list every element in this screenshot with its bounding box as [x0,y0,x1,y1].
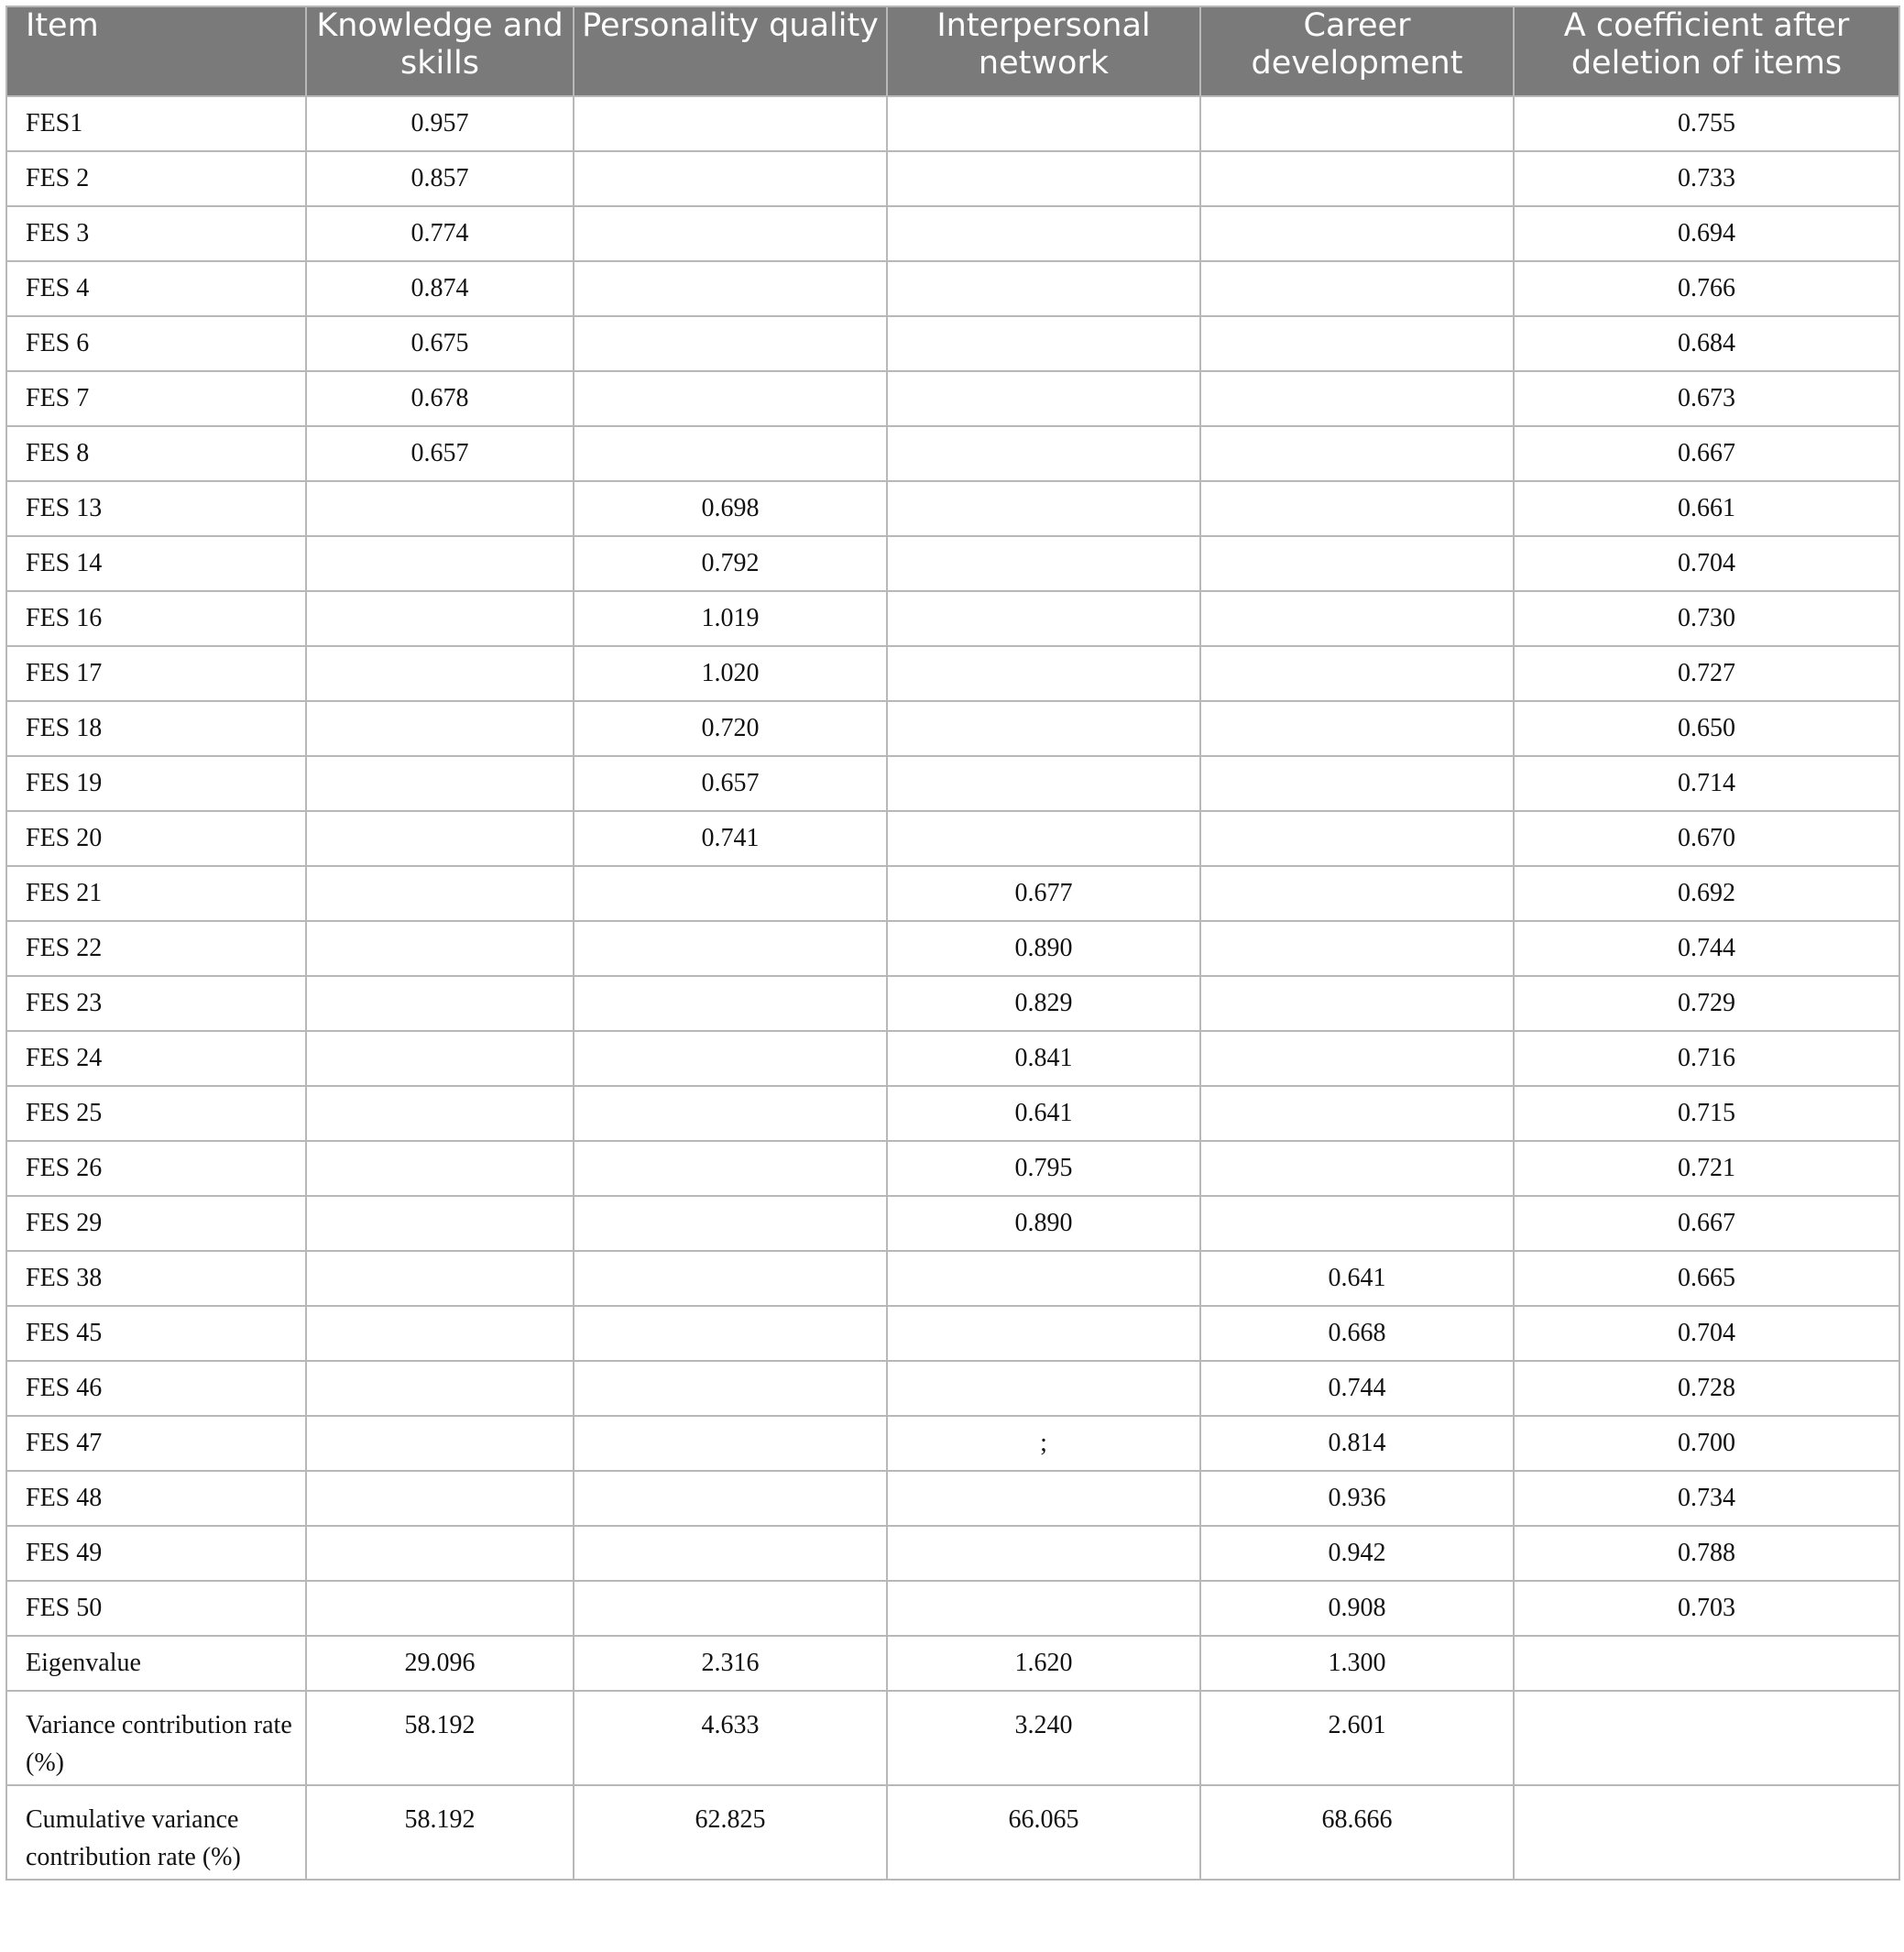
cell-interpersonal-network: 3.240 [887,1691,1200,1785]
cell-career-development: 2.601 [1200,1691,1514,1785]
cell-knowledge-and-skills [306,1581,574,1636]
table-row [6,1526,1899,1581]
cell-personality-quality [574,1031,887,1086]
cell-career-development [1200,811,1514,866]
table-row [6,1251,1899,1306]
cell-knowledge-and-skills [306,701,574,756]
cell-personality-quality [574,1251,887,1306]
cell-interpersonal-network [887,646,1200,701]
cell-career-development: 0.814 [1200,1416,1514,1471]
cell-personality-quality: 1.020 [574,646,887,701]
cell-alpha-after-deletion: 0.727 [1514,646,1899,701]
cell-knowledge-and-skills: 58.192 [306,1785,574,1880]
cell-interpersonal-network: 0.641 [887,1086,1200,1141]
cell-career-development [1200,866,1514,921]
cell-item: FES 48 [6,1471,306,1526]
cell-career-development [1200,1086,1514,1141]
header-alpha-after-deletion: A coefficient after deletion of items [1514,6,1899,96]
cell-knowledge-and-skills [306,1306,574,1361]
cell-alpha-after-deletion: 0.721 [1514,1141,1899,1196]
table-row [6,1785,1899,1880]
table-row [6,756,1899,811]
table-row [6,811,1899,866]
cell-interpersonal-network [887,1526,1200,1581]
cell-knowledge-and-skills [306,921,574,976]
cell-knowledge-and-skills: 29.096 [306,1636,574,1691]
cell-personality-quality [574,1361,887,1416]
cell-item: FES 3 [6,206,306,261]
cell-alpha-after-deletion: 0.670 [1514,811,1899,866]
cell-alpha-after-deletion: 0.650 [1514,701,1899,756]
header-career-development: Career development [1200,6,1514,96]
cell-knowledge-and-skills: 0.874 [306,261,574,316]
cell-interpersonal-network: 0.841 [887,1031,1200,1086]
cell-item: FES 47 [6,1416,306,1471]
table-row [6,1416,1899,1471]
cell-knowledge-and-skills [306,1196,574,1251]
cell-personality-quality [574,976,887,1031]
cell-career-development [1200,591,1514,646]
cell-interpersonal-network: 66.065 [887,1785,1200,1880]
table-body [6,96,1899,1880]
factor-loading-table [5,5,1900,1881]
cell-career-development [1200,1141,1514,1196]
cell-interpersonal-network [887,151,1200,206]
header-row [6,6,1899,96]
cell-interpersonal-network: 0.795 [887,1141,1200,1196]
cell-alpha-after-deletion: 0.755 [1514,96,1899,151]
cell-personality-quality [574,96,887,151]
table-row [6,1636,1899,1691]
cell-item: FES 23 [6,976,306,1031]
cell-alpha-after-deletion: 0.673 [1514,371,1899,426]
cell-interpersonal-network: 0.829 [887,976,1200,1031]
cell-alpha-after-deletion: 0.730 [1514,591,1899,646]
cell-knowledge-and-skills [306,1361,574,1416]
cell-personality-quality [574,1306,887,1361]
cell-interpersonal-network [887,1306,1200,1361]
cell-personality-quality: 0.792 [574,536,887,591]
table-row [6,866,1899,921]
cell-item: FES 7 [6,371,306,426]
cell-alpha-after-deletion: 0.667 [1514,426,1899,481]
cell-alpha-after-deletion: 0.684 [1514,316,1899,371]
cell-alpha-after-deletion: 0.694 [1514,206,1899,261]
cell-personality-quality [574,206,887,261]
cell-alpha-after-deletion: 0.704 [1514,536,1899,591]
cell-interpersonal-network [887,206,1200,261]
cell-knowledge-and-skills [306,756,574,811]
cell-item: FES1 [6,96,306,151]
cell-item: FES 50 [6,1581,306,1636]
cell-interpersonal-network [887,481,1200,536]
cell-interpersonal-network [887,811,1200,866]
cell-item: FES 8 [6,426,306,481]
cell-alpha-after-deletion: 0.734 [1514,1471,1899,1526]
cell-interpersonal-network [887,701,1200,756]
cell-interpersonal-network [887,756,1200,811]
cell-item: FES 21 [6,866,306,921]
cell-item: FES 45 [6,1306,306,1361]
cell-personality-quality [574,1086,887,1141]
cell-interpersonal-network: 0.890 [887,1196,1200,1251]
cell-career-development: 0.908 [1200,1581,1514,1636]
cell-career-development: 0.942 [1200,1526,1514,1581]
cell-interpersonal-network: 1.620 [887,1636,1200,1691]
table-row [6,1691,1899,1785]
table-row [6,921,1899,976]
cell-career-development [1200,756,1514,811]
cell-item: FES 29 [6,1196,306,1251]
cell-knowledge-and-skills: 58.192 [306,1691,574,1785]
cell-item: FES 20 [6,811,306,866]
cell-knowledge-and-skills [306,481,574,536]
table-row [6,1471,1899,1526]
table-row [6,1141,1899,1196]
cell-career-development [1200,536,1514,591]
cell-interpersonal-network: 0.890 [887,921,1200,976]
cell-alpha-after-deletion: 0.704 [1514,1306,1899,1361]
cell-knowledge-and-skills [306,976,574,1031]
cell-knowledge-and-skills: 0.678 [306,371,574,426]
table-row [6,371,1899,426]
cell-personality-quality [574,866,887,921]
table-row [6,536,1899,591]
cell-career-development: 0.668 [1200,1306,1514,1361]
header-personality-quality: Personality quality [574,6,887,96]
cell-interpersonal-network [887,261,1200,316]
table-row [6,1196,1899,1251]
cell-interpersonal-network [887,536,1200,591]
cell-interpersonal-network: ; [887,1416,1200,1471]
cell-alpha-after-deletion: 0.733 [1514,151,1899,206]
table-header [6,6,1899,96]
cell-personality-quality [574,261,887,316]
table-row [6,206,1899,261]
table-row [6,316,1899,371]
cell-knowledge-and-skills: 0.675 [306,316,574,371]
cell-alpha-after-deletion: 0.744 [1514,921,1899,976]
cell-alpha-after-deletion: 0.729 [1514,976,1899,1031]
cell-item: FES 16 [6,591,306,646]
cell-item: FES 46 [6,1361,306,1416]
cell-knowledge-and-skills: 0.957 [306,96,574,151]
cell-career-development [1200,1031,1514,1086]
cell-knowledge-and-skills [306,811,574,866]
cell-item: FES 4 [6,261,306,316]
header-item: Item [6,6,306,96]
cell-alpha-after-deletion: 0.661 [1514,481,1899,536]
cell-personality-quality [574,1196,887,1251]
cell-career-development: 1.300 [1200,1636,1514,1691]
table-row [6,1031,1899,1086]
cell-interpersonal-network: 0.677 [887,866,1200,921]
cell-interpersonal-network [887,1581,1200,1636]
cell-personality-quality [574,316,887,371]
cell-alpha-after-deletion: 0.667 [1514,1196,1899,1251]
cell-alpha-after-deletion: 0.714 [1514,756,1899,811]
table-row [6,261,1899,316]
cell-career-development [1200,646,1514,701]
cell-career-development [1200,1196,1514,1251]
cell-alpha-after-deletion: 0.728 [1514,1361,1899,1416]
table-row [6,151,1899,206]
cell-alpha-after-deletion [1514,1691,1899,1785]
cell-career-development [1200,921,1514,976]
cell-alpha-after-deletion [1514,1785,1899,1880]
cell-interpersonal-network [887,316,1200,371]
cell-item: Cumulative variance contribution rate (%) [6,1785,306,1880]
cell-item: FES 19 [6,756,306,811]
cell-career-development [1200,151,1514,206]
table-row [6,1581,1899,1636]
cell-personality-quality: 0.657 [574,756,887,811]
table-row [6,646,1899,701]
cell-interpersonal-network [887,96,1200,151]
cell-interpersonal-network [887,371,1200,426]
table-row [6,96,1899,151]
cell-career-development: 0.641 [1200,1251,1514,1306]
cell-career-development [1200,206,1514,261]
cell-career-development [1200,96,1514,151]
cell-knowledge-and-skills [306,536,574,591]
cell-personality-quality: 0.698 [574,481,887,536]
cell-career-development: 0.936 [1200,1471,1514,1526]
cell-alpha-after-deletion: 0.716 [1514,1031,1899,1086]
header-interpersonal-network: Interpersonal network [887,6,1200,96]
cell-knowledge-and-skills [306,1471,574,1526]
cell-personality-quality [574,426,887,481]
cell-personality-quality [574,921,887,976]
cell-item: FES 18 [6,701,306,756]
cell-personality-quality: 62.825 [574,1785,887,1880]
cell-item: FES 24 [6,1031,306,1086]
cell-alpha-after-deletion: 0.715 [1514,1086,1899,1141]
cell-career-development [1200,426,1514,481]
cell-career-development [1200,261,1514,316]
cell-knowledge-and-skills [306,866,574,921]
cell-item: Eigenvalue [6,1636,306,1691]
cell-career-development [1200,316,1514,371]
cell-item: FES 14 [6,536,306,591]
cell-item: FES 2 [6,151,306,206]
cell-knowledge-and-skills [306,1251,574,1306]
cell-knowledge-and-skills: 0.657 [306,426,574,481]
cell-career-development [1200,481,1514,536]
cell-personality-quality: 1.019 [574,591,887,646]
cell-career-development: 0.744 [1200,1361,1514,1416]
cell-alpha-after-deletion: 0.692 [1514,866,1899,921]
table-row [6,976,1899,1031]
cell-knowledge-and-skills [306,1416,574,1471]
cell-career-development [1200,371,1514,426]
cell-personality-quality [574,1471,887,1526]
cell-career-development [1200,701,1514,756]
header-knowledge-and-skills: Knowledge and skills [306,6,574,96]
cell-item: FES 25 [6,1086,306,1141]
cell-interpersonal-network [887,1361,1200,1416]
cell-item: FES 38 [6,1251,306,1306]
cell-personality-quality [574,151,887,206]
cell-knowledge-and-skills [306,1526,574,1581]
cell-item: FES 49 [6,1526,306,1581]
cell-alpha-after-deletion: 0.766 [1514,261,1899,316]
cell-personality-quality [574,1581,887,1636]
cell-alpha-after-deletion: 0.788 [1514,1526,1899,1581]
cell-item: FES 6 [6,316,306,371]
table-row [6,426,1899,481]
cell-personality-quality: 4.633 [574,1691,887,1785]
table-row [6,1361,1899,1416]
cell-personality-quality: 0.741 [574,811,887,866]
cell-alpha-after-deletion: 0.703 [1514,1581,1899,1636]
cell-knowledge-and-skills [306,1031,574,1086]
cell-career-development: 68.666 [1200,1785,1514,1880]
table-row [6,481,1899,536]
cell-career-development [1200,976,1514,1031]
cell-item: FES 13 [6,481,306,536]
cell-interpersonal-network [887,591,1200,646]
table-row [6,1306,1899,1361]
cell-alpha-after-deletion [1514,1636,1899,1691]
cell-knowledge-and-skills [306,591,574,646]
cell-knowledge-and-skills: 0.857 [306,151,574,206]
cell-personality-quality [574,1416,887,1471]
cell-knowledge-and-skills [306,646,574,701]
cell-interpersonal-network [887,1471,1200,1526]
cell-alpha-after-deletion: 0.665 [1514,1251,1899,1306]
cell-personality-quality [574,1526,887,1581]
cell-knowledge-and-skills [306,1141,574,1196]
cell-interpersonal-network [887,426,1200,481]
table-row [6,1086,1899,1141]
cell-item: FES 22 [6,921,306,976]
cell-personality-quality [574,371,887,426]
cell-item: FES 26 [6,1141,306,1196]
cell-alpha-after-deletion: 0.700 [1514,1416,1899,1471]
table-row [6,591,1899,646]
cell-personality-quality [574,1141,887,1196]
cell-personality-quality: 2.316 [574,1636,887,1691]
cell-item: FES 17 [6,646,306,701]
cell-knowledge-and-skills: 0.774 [306,206,574,261]
cell-knowledge-and-skills [306,1086,574,1141]
cell-item: Variance contribution rate (%) [6,1691,306,1785]
table-row [6,701,1899,756]
cell-interpersonal-network [887,1251,1200,1306]
cell-personality-quality: 0.720 [574,701,887,756]
